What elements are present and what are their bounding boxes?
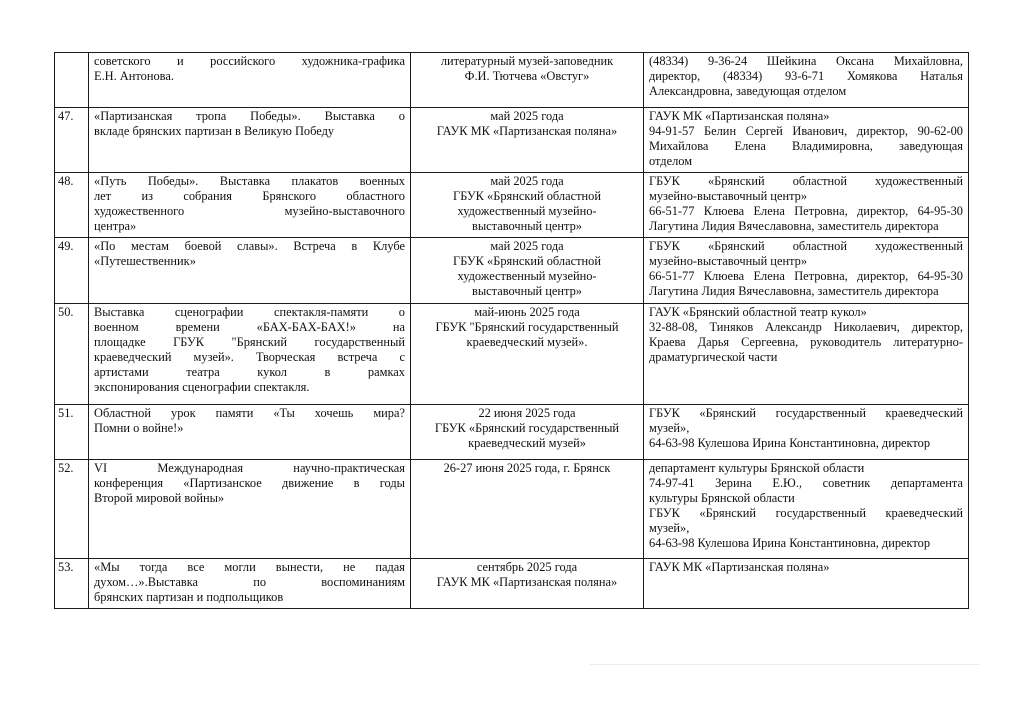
contact-cell-line: Михайлова Елена Владимировна, заведующая [649, 139, 963, 153]
contact-cell-line: ГАУК МК «Партизанская поляна» [649, 109, 830, 123]
events-table [54, 52, 969, 609]
table-row [55, 559, 969, 609]
date-venue-cell-line: ГБУК «Брянский областной [453, 254, 601, 268]
contact-cell-line: (48334) 9-36-24 Шейкина Оксана Михайловна, [649, 54, 963, 68]
date-venue-cell [411, 460, 644, 559]
event-cell-line: краеведческий музей». Творческая встреча с [94, 350, 405, 364]
date-venue-cell-line: Ф.И. Тютчева «Овстуг» [464, 69, 590, 83]
date-venue-cell-line: 22 июня 2025 года [478, 406, 576, 420]
events-table-body [55, 53, 969, 609]
date-venue-cell-line: ГБУК «Брянский государственный [434, 421, 620, 435]
contact-cell-line: культуры Брянской области [649, 491, 795, 505]
contact-cell-line: 32-88-08, Тиняков Александр Николаевич, директор, [649, 320, 963, 334]
event-cell-line: «Путь Победы». Выставка плакатов военных [94, 174, 405, 188]
contact-cell-line: 64-63-98 Кулешова Ирина Константиновна, директор [649, 536, 931, 550]
contact-cell [644, 173, 969, 238]
date-venue-cell-line: выставочный центр» [471, 219, 582, 233]
date-venue-cell-line: художественный музейно- [457, 269, 597, 283]
event-cell [89, 405, 411, 460]
contact-cell-line: драматургической части [649, 350, 778, 364]
event-cell-line: «Мы тогда все могли вынести, не падая [94, 560, 405, 574]
event-cell-line: военном времени «БАХ-БАХ-БАХ!» на [94, 320, 405, 334]
event-cell [89, 304, 411, 405]
date-venue-cell-line: ГБУК «Брянский областной [453, 189, 601, 203]
contact-cell-line: ГБУК «Брянский областной художественный [649, 239, 963, 253]
row-number: 48. [55, 173, 89, 238]
event-cell-line: «Партизанская тропа Победы». Выставка о [94, 109, 405, 123]
table-row [55, 108, 969, 173]
contact-cell [644, 460, 969, 559]
date-venue-cell [411, 173, 644, 238]
date-venue-cell [411, 405, 644, 460]
row-number: 49. [55, 238, 89, 304]
row-number: 52. [55, 460, 89, 559]
event-cell [89, 460, 411, 559]
contact-cell-line: департамент культуры Брянской области [649, 461, 865, 475]
contact-cell-line: отделом [649, 154, 693, 168]
event-cell-line: Е.Н. Антонова. [94, 69, 174, 83]
table-row [55, 460, 969, 559]
date-venue-cell-line: ГАУК МК «Партизанская поляна» [436, 124, 618, 138]
event-cell [89, 559, 411, 609]
event-cell [89, 238, 411, 304]
date-venue-cell [411, 238, 644, 304]
contact-cell-line: музей», [649, 421, 690, 435]
event-cell [89, 173, 411, 238]
date-venue-cell-line: краеведческий музей» [468, 436, 586, 450]
date-venue-cell [411, 304, 644, 405]
contact-cell-line: музейно-выставочный центр» [649, 254, 808, 268]
contact-cell-line: ГАУК «Брянский областной театр кукол» [649, 305, 867, 319]
event-cell-line: Областной урок памяти «Ты хочешь мира? [94, 406, 405, 420]
date-venue-cell-line: май 2025 года [490, 239, 564, 253]
date-venue-cell-line: май 2025 года [490, 174, 564, 188]
contact-cell [644, 108, 969, 173]
contact-cell-line: 94-91-57 Белин Сергей Иванович, директор, 90-62-00 [649, 124, 963, 138]
contact-cell-line: Александровна, заведующая отделом [649, 84, 847, 98]
table-row [55, 405, 969, 460]
date-venue-cell-line: краеведческий музей». [466, 335, 588, 349]
date-venue-cell-line: ГБУК "Брянский государственный [435, 320, 619, 334]
event-cell-line: художественного музейно-выставочного [94, 204, 405, 218]
date-venue-cell [411, 53, 644, 108]
event-cell-line: «Путешественник» [94, 254, 196, 268]
event-cell-line: «По местам боевой славы». Встреча в Клубе [94, 239, 405, 253]
event-cell-line: центра» [94, 219, 137, 233]
contact-cell [644, 559, 969, 609]
contact-cell-line: ГАУК МК «Партизанская поляна» [649, 560, 830, 574]
table-row [55, 238, 969, 304]
table-row [55, 53, 969, 108]
date-venue-cell [411, 108, 644, 173]
contact-cell-line: ГБУК «Брянский государственный краеведческий [649, 406, 963, 420]
event-cell-line: VI Международная научно-практическая [94, 461, 405, 475]
contact-cell-line: Краева Дарья Сергеевна, руководитель литературно- [649, 335, 963, 349]
row-number: 51. [55, 405, 89, 460]
contact-cell-line: музей», [649, 521, 690, 535]
contact-cell [644, 405, 969, 460]
contact-cell-line: 74-97-41 Зерина Е.Ю., советник департамента [649, 476, 963, 490]
contact-cell-line: 66-51-77 Клюева Елена Петровна, директор, 64-95-30 [649, 204, 963, 218]
event-cell-line: конференция «Партизанское движение в годы [94, 476, 405, 490]
event-cell-line: экспонирования сценографии спектакля. [94, 380, 310, 394]
date-venue-cell [411, 559, 644, 609]
event-cell-line: артистами театра кукол в рамках [94, 365, 405, 379]
date-venue-cell-line: май-июнь 2025 года [474, 305, 580, 319]
event-cell-line: Выставка сценографии спектакля-памяти о [94, 305, 405, 319]
contact-cell [644, 304, 969, 405]
row-number: 50. [55, 304, 89, 405]
date-venue-cell-line: литературный музей-заповедник [440, 54, 614, 68]
date-venue-cell-line: художественный музейно- [457, 204, 597, 218]
row-number [55, 53, 89, 108]
date-venue-cell-line: ГАУК МК «Партизанская поляна» [436, 575, 618, 589]
row-number: 47. [55, 108, 89, 173]
event-cell-line: Помни о войне!» [94, 421, 184, 435]
event-cell-line: советского и российского художника-графика [94, 54, 405, 68]
event-cell [89, 108, 411, 173]
contact-cell [644, 53, 969, 108]
date-venue-cell-line: 26-27 июня 2025 года, г. Брянск [443, 461, 611, 475]
contact-cell-line: 66-51-77 Клюева Елена Петровна, директор, 64-95-30 [649, 269, 963, 283]
scan-artifact-line [590, 664, 980, 665]
event-cell-line: Второй мировой войны» [94, 491, 225, 505]
table-row [55, 304, 969, 405]
date-venue-cell-line: май 2025 года [490, 109, 564, 123]
event-cell-line: брянских партизан и подпольщиков [94, 590, 284, 604]
contact-cell-line: музейно-выставочный центр» [649, 189, 808, 203]
event-cell-line: вкладе брянских партизан в Великую Победу [94, 124, 335, 138]
event-cell-line: площадке ГБУК "Брянский государственный [94, 335, 405, 349]
contact-cell-line: ГБУК «Брянский областной художественный [649, 174, 963, 188]
contact-cell-line: директор, (48334) 93-6-71 Хомякова Наталья [649, 69, 963, 83]
contact-cell-line: Лагутина Лидия Вячеславовна, заместитель директора [649, 284, 939, 298]
event-cell-line: лет из собрания Брянского областного [94, 189, 405, 203]
date-venue-cell-line: выставочный центр» [471, 284, 582, 298]
row-number: 53. [55, 559, 89, 609]
event-cell-line: духом…».Выставка по воспоминаниям [94, 575, 405, 589]
contact-cell-line: 64-63-98 Кулешова Ирина Константиновна, директор [649, 436, 931, 450]
contact-cell [644, 238, 969, 304]
contact-cell-line: ГБУК «Брянский государственный краеведческий [649, 506, 963, 520]
event-cell [89, 53, 411, 108]
date-venue-cell-line: сентябрь 2025 года [476, 560, 578, 574]
table-row [55, 173, 969, 238]
contact-cell-line: Лагутина Лидия Вячеславовна, заместитель директора [649, 219, 939, 233]
